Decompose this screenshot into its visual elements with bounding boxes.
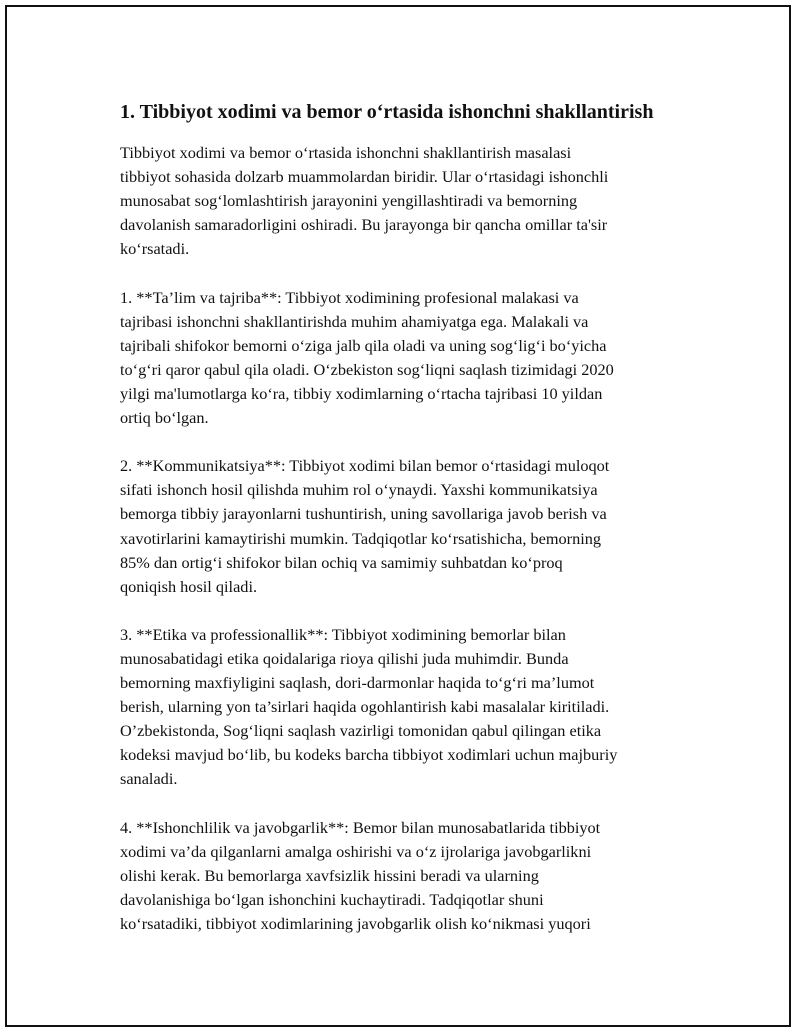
text-line: tibbiyot sohasida dolzarb muammolardan biridir. Ular o‘rtasidagi ishonchli [120,167,609,187]
text-line: xodimi va’da qilganlarni amalga oshirishi va o‘z ijrolariga javobgarlikni [120,841,592,861]
text-line: sifati ishonch hosil qilishda muhim rol o‘ynaydi. Yaxshi kommunikatsiya [120,480,598,500]
text-line: ko‘rsatadi. [120,239,190,259]
text-line: tajribasi ishonchni shakllantirishda muhim ahamiyatga ega. Malakali va [120,311,589,331]
text-line: ko‘rsatadiki, tibbiyot xodimlarining javobgarlik olish ko‘nikmasi yuqori [120,914,591,933]
text-line: 85% dan ortig‘i shifokor bilan ochiq va samimiy suhbatdan ko‘proq [120,552,563,572]
text-line: munosabatidagi etika qoidalariga rioya qilishi juda muhimdir. Bunda [120,648,569,668]
text-line: 4. **Ishonchlilik va javobgarlik**: Bemor bilan munosabatlarida tibbiyot [120,817,601,837]
paragraph-intro [120,141,705,261]
text-line: kodeksi mavjud bo‘lib, bu kodeks barcha tibbiyot xodimlari uchun majburiy [120,745,618,765]
text-line: davolanish samaradorligini oshiradi. Bu jarayonga bir qancha omillar ta'sir [120,215,608,235]
text-line: Tibbiyot xodimi va bemor o‘rtasida ishonchni shakllantirish masalasi [120,143,572,162]
text-line: yilgi ma'lumotlarga ko‘ra, tibbiy xodimlarning o‘rtacha tajribasi 10 yildan [120,383,603,403]
page-frame [5,5,791,1027]
text-line: berish, ularning yon ta’sirlari haqida ogohlantirish kabi masalalar kiritiladi. [120,697,610,717]
text-line: olishi kerak. Bu bemorlarga xavfsizlik hissini beradi va ularning [120,865,539,885]
text-line: O’zbekistonda, Sog‘liqni saqlash vazirligi tomonidan qabul qilingan etika [120,721,602,741]
text-line: qoniqish hosil qiladi. [120,576,258,596]
text-line: 2. **Kommunikatsiya**: Tibbiyot xodimi bilan bemor o‘rtasidagi muloqot [120,456,610,476]
document-heading: 1. Tibbiyot xodimi va bemor o‘rtasida ishonchni shakllantirish [120,101,654,123]
text-line: bemorning maxfiyligini saqlash, dori-darmonlar haqida to‘g‘ri ma’lumot [120,673,595,693]
document-body [120,97,705,960]
text-line: bemorga tibbiy jarayonlarni tushuntirish, uning savollariga javob berish va [120,504,607,524]
text-line: 1. **Ta’lim va tajriba**: Tibbiyot xodimining profesional malakasi va [120,287,579,307]
paragraph-education-experience [120,286,705,431]
text-line: 3. **Etika va professionallik**: Tibbiyot xodimining bemorlar bilan [120,624,566,644]
paragraph-communication [120,454,705,599]
text-line: to‘g‘ri qaror qabul qila oladi. O‘zbekiston sog‘liqni saqlash tizimidagi 2020 [120,359,614,379]
text-line: davolanishiga bo‘lgan ishonchini kuchaytiradi. Tadqiqotlar shuni [120,889,544,909]
text-line: ortiq bo‘lgan. [120,408,209,428]
text-line: xavotirlarini kamaytirishi mumkin. Tadqiqotlar ko‘rsatishicha, bemorning [120,528,602,548]
text-line: tajribali shifokor bemorni o‘ziga jalb qila oladi va uning sog‘lig‘i bo‘yicha [120,335,607,355]
paragraph-ethics [120,623,705,792]
text-line: munosabat sog‘lomlashtirish jarayonini yengillashtiradi va bemorning [120,191,578,211]
paragraph-reliability [120,816,705,936]
text-line: sanaladi. [120,769,178,789]
